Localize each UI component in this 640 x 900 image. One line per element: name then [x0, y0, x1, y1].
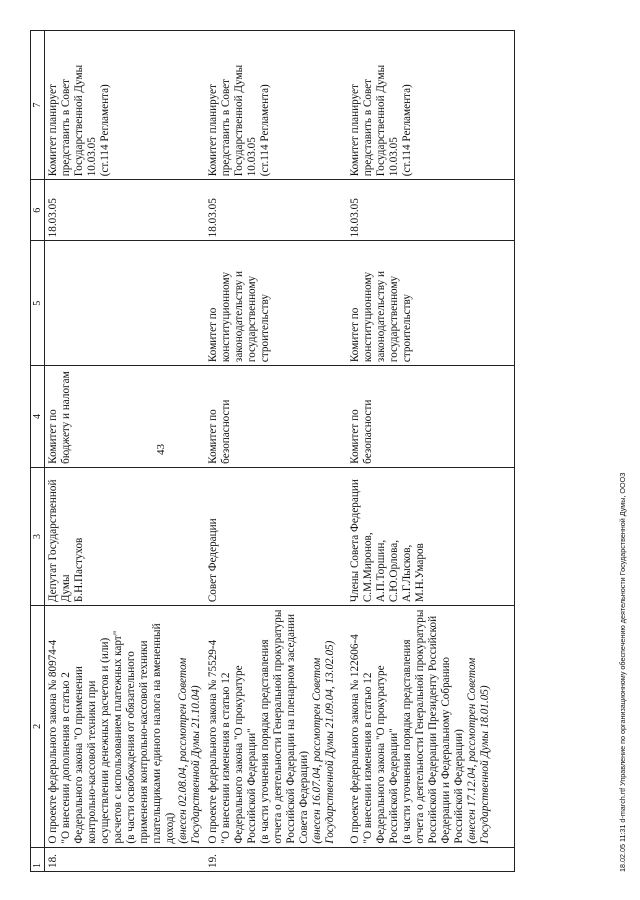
col-header: 4: [31, 366, 45, 468]
bill-title: О проекте федерального закона № 122606-4 "О внесении изменения в статью 12 Федерального закона "О прокуратуре Российской Федерации" (в части уточнения порядка представления отчета о деятельности Генеральной прокуратуры Российской Федерации Президенту Российской Федерации и Федеральному Собранию Российской Федерации): [349, 609, 465, 844]
review-date: 18.03.05: [347, 180, 515, 241]
bill-description: [45, 606, 206, 847]
plan-note: Комитет планирует представить в Совет Государственной Думы 10.03.05 (ст.114 Регламента): [347, 31, 515, 180]
table-row: [205, 31, 347, 872]
bill-note: (внесен 16.07.04, рассмотрен Советом Государственной Думы 21.09.04, 13.02.05): [311, 640, 336, 844]
co-committee: [45, 241, 206, 366]
col-header: 3: [31, 467, 45, 605]
col-header: 6: [31, 180, 45, 241]
column-number-row: [31, 31, 45, 872]
col-header: 1: [31, 847, 45, 871]
bills-table: [30, 30, 515, 872]
col-header: 7: [31, 31, 45, 180]
page-number: 43: [155, 444, 167, 455]
bill-description: [347, 606, 515, 847]
responsible-committee: Комитет по безопасности: [347, 366, 515, 468]
bill-note: (внесен 17.12.04, рассмотрен Советом Государственной Думы 18.01.05): [466, 657, 491, 844]
bill-author: Депутат Государственной Думы Б.Н.Пастухов: [45, 467, 206, 605]
bill-note: (внесен 02.08.04, рассмотрен Советом Государственной Думы 21.10.04): [177, 657, 202, 844]
review-date: 18.03.05: [205, 180, 347, 241]
review-date: 18.03.05: [45, 180, 206, 241]
plan-note: Комитет планирует представить в Совет Государственной Думы 10.03.05 (ст.114 Регламента): [205, 31, 347, 180]
bill-title: О проекте федерального закона № 75529-4 "О внесении изменения в статью 12 Федерального закона "О прокуратуре Российской Федерации" (в части уточнения порядка представления отчета о деятельности Генеральной прокуратуры Российской Федерации на пленарном заседании Совета Федерации): [207, 609, 310, 844]
bill-author: Члены Совета Федерации С.М.Миронов, А.П.Торшин, С.Ю.Орлова, А.Г.Лысков, М.Н.Умаров: [347, 467, 515, 605]
bill-author: Совет Федерации: [205, 467, 347, 605]
document-footer: 18.02.05 11:31 d-march.rtf Управление по организационному обеспечению деятельности Государственной Думы, ОООЗ: [618, 472, 627, 872]
responsible-committee: Комитет по бюджету и налогам: [45, 366, 206, 468]
bill-title: О проекте федерального закона № 80974-4 "О внесении дополнения в статью 2 Федерального закона "О применении контрольно-кассовой техники при осуществлении денежных расчетов и (или) расчетов с использованием платежных карт" (в части освобождения от обязательного применения контрольно-кассовой техники плательщиками единого налога на вмененный доход): [47, 623, 176, 844]
bill-description: [205, 606, 347, 847]
co-committee: Комитет по конституционному законодательству и государственному строительству: [347, 241, 515, 366]
col-header: 5: [31, 241, 45, 366]
row-number: [347, 847, 515, 871]
row-number: 18.: [45, 847, 206, 871]
plan-note: Комитет планирует представить в Совет Государственной Думы 10.03.05 (ст.114 Регламента): [45, 31, 206, 180]
col-header: 2: [31, 606, 45, 847]
table-row: [45, 31, 206, 872]
table-row: [347, 31, 515, 872]
row-number: 19.: [205, 847, 347, 871]
co-committee: Комитет по конституционному законодательству и государственному строительству: [205, 241, 347, 366]
responsible-committee: Комитет по безопасности: [205, 366, 347, 468]
